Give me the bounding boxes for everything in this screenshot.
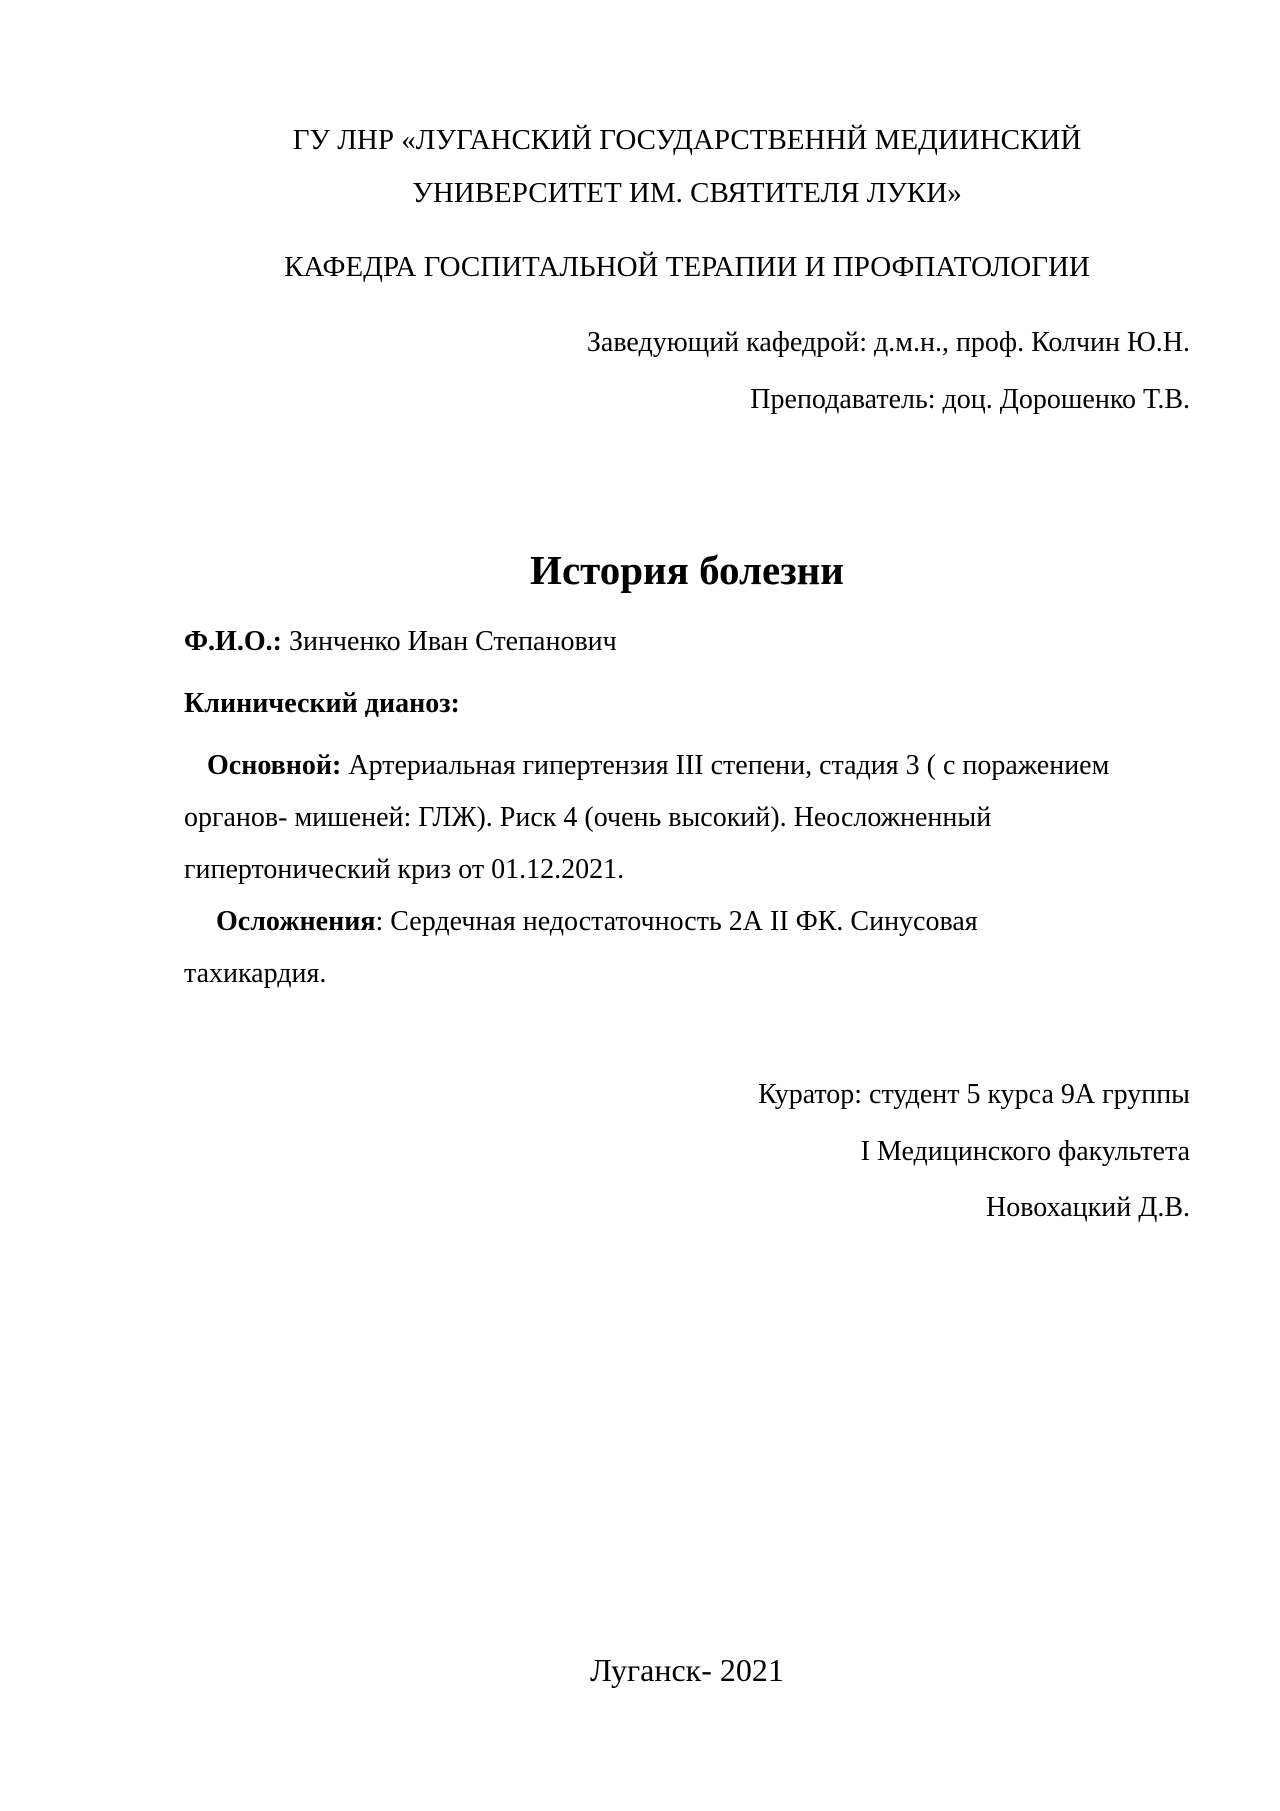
patient-name-value: Зинченко Иван Степанович xyxy=(281,626,617,657)
complications-label: Осложнения xyxy=(216,906,376,937)
main-diagnosis-line1 xyxy=(207,748,1109,784)
document-title: История болезни xyxy=(530,547,844,593)
complications-line2: тахикардия. xyxy=(184,958,327,989)
main-diagnosis-line3: гипертонический криз от 01.12.2021. xyxy=(184,854,625,885)
head-of-department: Заведующий кафедрой: д.м.н., проф. Колчин Ю.Н. xyxy=(586,327,1190,358)
patient-name-line xyxy=(184,624,617,660)
clinical-diagnosis-heading xyxy=(184,686,460,722)
city-year: Луганск- 2021 xyxy=(590,1652,784,1688)
curator-name: Новохацкий Д.В. xyxy=(986,1192,1190,1223)
curator-line: Куратор: студент 5 курса 9А группы xyxy=(758,1079,1190,1110)
main-diagnosis-label: Основной: xyxy=(207,750,342,781)
complications-line1 xyxy=(216,904,978,940)
faculty-line: I Медицинского факультета xyxy=(860,1136,1190,1167)
institution-name-line2: УНИВЕРСИТЕТ ИМ. СВЯТИТЕЛЯ ЛУКИ» xyxy=(412,177,962,209)
main-diagnosis-line2: органов- мишеней: ГЛЖ). Риск 4 (очень высокий). Неосложненный xyxy=(184,802,992,833)
institution-name-line1: ГУ ЛНР «ЛУГАНСКИЙ ГОСУДАРСТВЕННЙ МЕДИИНСКИЙ xyxy=(292,124,1082,156)
complications-text1: : Сердечная недостаточность 2А II ФК. Синусовая xyxy=(375,906,978,937)
main-diagnosis-text1: Артериальная гипертензия III степени, стадия 3 ( с поражением xyxy=(341,750,1110,781)
teacher: Преподаватель: доц. Дорошенко Т.В. xyxy=(750,384,1190,415)
department-name: КАФЕДРА ГОСПИТАЛЬНОЙ ТЕРАПИИ И ПРОФПАТОЛОГИИ xyxy=(284,251,1090,283)
patient-name-label: Ф.И.О.: xyxy=(184,626,282,657)
clinical-diagnosis-label: Клинический дианоз: xyxy=(184,688,460,719)
